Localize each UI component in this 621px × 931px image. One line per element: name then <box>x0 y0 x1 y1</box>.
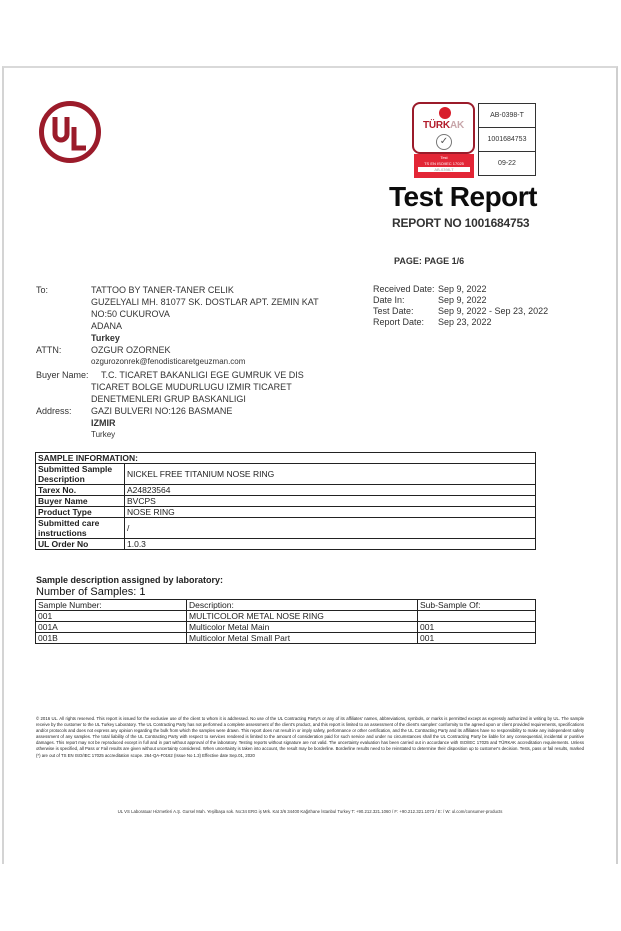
to-block <box>36 284 366 346</box>
date-row <box>373 317 492 328</box>
date-label: Received Date: <box>373 284 435 294</box>
turkak-brand-suffix: AK <box>449 120 465 131</box>
row-label: UL Order No <box>36 539 125 550</box>
table-row <box>36 485 536 496</box>
sample-description: MULTICOLOR METAL NOSE RING <box>187 611 418 622</box>
to-line: TATTOO BY TANER-TANER CELIK <box>91 285 234 295</box>
address-line: Turkey <box>91 430 116 439</box>
date-value: Sep 9, 2022 - Sep 23, 2022 <box>438 306 549 316</box>
band-line: Test <box>440 155 448 160</box>
row-label: Submitted Sample Description <box>36 464 125 485</box>
band-line: TS EN ISO/IEC 17025 <box>424 160 464 166</box>
accreditation-date: 09-22 <box>479 152 536 176</box>
date-label: Report Date: <box>373 317 425 327</box>
attn-label: ATTN: <box>36 345 62 355</box>
accreditation-table <box>478 103 536 176</box>
buyer-label: Buyer Name: <box>36 370 89 380</box>
accreditation-report-no: 1001684753 <box>479 128 536 152</box>
to-line: GUZELYALI MH. 81077 SK. DOSTLAR APT. ZEMIN KAT <box>91 297 319 307</box>
row-value: A24823564 <box>125 485 536 496</box>
row-value: BVCPS <box>125 496 536 507</box>
turkak-band <box>414 154 474 178</box>
to-line: ADANA <box>91 321 123 331</box>
row-label: Submitted care instructions <box>36 518 125 539</box>
legal-disclaimer: © 2016 UL. All rights reserved. This report is issued for the exclusive use of the client to whom it is addressed. No use of the UL Contracting Party's or any of its affiliates' names, abbreviations, symbols, or marks is permitted except as expressly authorized in writing by UL. The sample receive by the customer to the UL Turkey Laboratory. The UL Contracting Party has not performed a complete assessment of the client's product, and this report is limited to an assessment of the client's samples' conformity to the agreed upon or client provided requirements, specifications and/or protocols and does not express any opinion regarding the bulk from which the samples were drawn. This report does not result in or imply safety, performance or other certification, and the UL Contracting Party and its affiliates have no responsibility to make any independent safety assessment of any samples. The total liability of the UL Contracting Party with respect to services rendered is limited to the amount of consideration paid for such service and under no circumstances shall the UL Contracting Party be liable for any consequential, incidental or punitive damages. This report may not be reproduced except in full and in part without approval of the laboratory. Testing reports without signature are not valid. The uncertainty evaluation has been carried out in accordance with ISO/IEC 17025 and TÜRKAK accreditation requirements. Unless otherwise is specified, all Pass or Fail results are given without uncertainty considered. When uncertainty is taken into account, the result may be borderline. Borderline results need to be reinstated to determine their disposition up to customer's decision. Tests, pass or fail results, marked (*) are out of TS EN ISO/IEC 17025 accreditation scope. 264-QA-F0162 (Issue No 1.3) Effective date Sep.01, 2020 <box>36 716 584 758</box>
table-row <box>36 633 536 644</box>
band-code: AB-0398-T <box>418 167 470 172</box>
row-value: NOSE RING <box>125 507 536 518</box>
date-value: Sep 9, 2022 <box>438 295 487 305</box>
date-value: Sep 23, 2022 <box>438 317 492 327</box>
table-row <box>36 518 536 539</box>
sub-sample-of <box>418 611 536 622</box>
samples-heading: Sample description assigned by laboratory: <box>36 575 224 585</box>
buyer-line: T.C. TICARET BAKANLIGI EGE GUMRUK VE DIS <box>101 370 304 380</box>
row-value: 1.0.3 <box>125 539 536 550</box>
sample-number: 001A <box>36 622 187 633</box>
check-icon: ✓ <box>436 134 452 150</box>
turkak-accreditation-mark <box>412 102 475 180</box>
sample-description: Multicolor Metal Main <box>187 622 418 633</box>
address-line: IZMIR <box>91 418 116 428</box>
attn-email: ozgurozonrek@fenodisticaretgeuzman.com <box>91 357 246 366</box>
crescent-icon <box>439 107 451 119</box>
column-header: Sample Number: <box>36 600 187 611</box>
to-line: NO:50 CUKUROVA <box>91 309 170 319</box>
column-header: Sub-Sample Of: <box>418 600 536 611</box>
date-row <box>373 306 549 317</box>
row-label: Buyer Name <box>36 496 125 507</box>
sample-information-heading: SAMPLE INFORMATION: <box>36 453 536 464</box>
buyer-line: TICARET BOLGE MUDURLUGU IZMIR TICARET <box>91 382 292 392</box>
dates-block <box>373 284 549 328</box>
attn-name: OZGUR OZORNEK <box>91 345 171 355</box>
column-header: Description: <box>187 600 418 611</box>
page-number: PAGE: PAGE 1/6 <box>394 256 465 266</box>
report-number: REPORT NO 1001684753 <box>392 216 530 230</box>
turkak-brand: TÜRKAK <box>422 120 465 131</box>
sample-description: Multicolor Metal Small Part <box>187 633 418 644</box>
date-label: Date In: <box>373 295 405 305</box>
row-label: Product Type <box>36 507 125 518</box>
row-value: / <box>125 518 536 539</box>
buyer-line: DENETMENLERI GRUP BASKANLIGI <box>91 394 246 404</box>
address-line: GAZI BULVERI NO:126 BASMANE <box>91 406 233 416</box>
sub-sample-of: 001 <box>418 622 536 633</box>
page-title: Test Report <box>389 181 537 212</box>
table-row <box>36 622 536 633</box>
sample-number: 001B <box>36 633 187 644</box>
to-line: Turkey <box>91 333 120 343</box>
table-row <box>36 464 536 485</box>
samples-count: Number of Samples: 1 <box>36 586 146 598</box>
accreditation-code: AB-0398-T <box>479 104 536 128</box>
to-label: To: <box>36 285 49 295</box>
table-header-row <box>36 600 536 611</box>
table-row <box>36 611 536 622</box>
date-value: Sep 9, 2022 <box>438 284 487 294</box>
table-row <box>36 507 536 518</box>
sample-number: 001 <box>36 611 187 622</box>
footer-address: UL VS Laboratuar Hizmetleri A.Ş. Gursel Mah. Yeşilbaşa sok. No:34 ERG iş Mrk. Kat 3/6 34400 Kağıthane İstanbul Turkey T: +90.212.321.1060 / F: +90.212.321.1073 / E: / W: ul.com/consumer-products <box>117 809 503 814</box>
buyer-block <box>36 369 366 405</box>
turkak-badge <box>412 102 475 154</box>
samples-table <box>35 599 536 644</box>
sub-sample-of: 001 <box>418 633 536 644</box>
table-row <box>36 496 536 507</box>
row-value: NICKEL FREE TITANIUM NOSE RING <box>125 464 536 485</box>
sample-information-table <box>35 452 536 550</box>
row-label: Tarex No. <box>36 485 125 496</box>
date-row <box>373 284 487 295</box>
attn-block <box>36 344 366 368</box>
address-label: Address: <box>36 406 72 416</box>
date-row <box>373 295 487 306</box>
address-block <box>36 405 366 441</box>
ul-logo <box>38 100 102 164</box>
date-label: Test Date: <box>373 306 414 316</box>
table-row <box>36 539 536 550</box>
